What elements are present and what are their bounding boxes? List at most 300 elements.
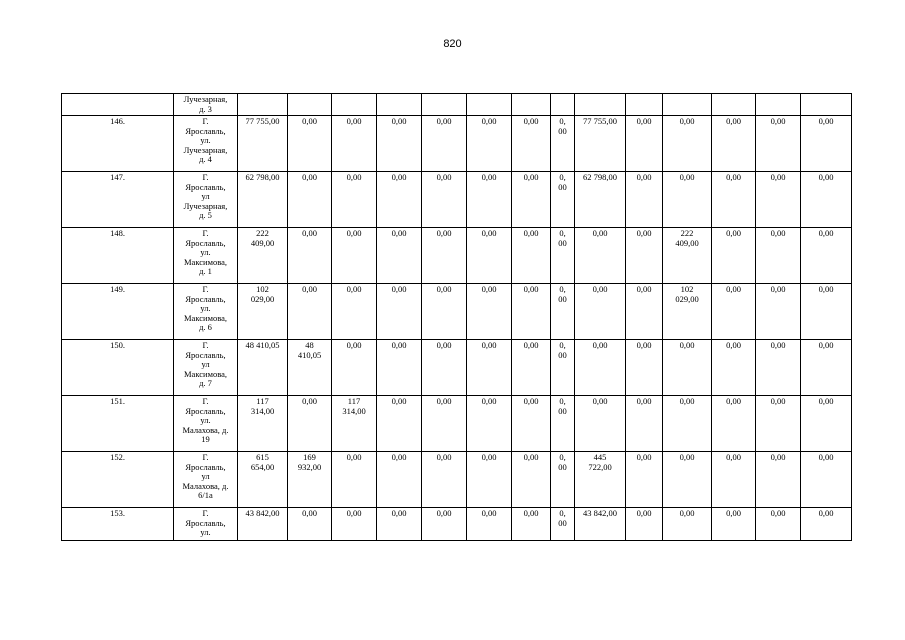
- value-cell: [377, 340, 422, 396]
- value-cell: [512, 116, 551, 172]
- address-cell-line: Г.: [202, 228, 209, 238]
- value-cell-line: 0,00: [436, 228, 452, 238]
- value-cell-line: 00: [558, 293, 567, 304]
- value-cell-line: 0,00: [592, 228, 608, 238]
- value-cell: [663, 396, 712, 452]
- address-cell-line: ул: [201, 191, 210, 201]
- value-cell-line: 932,00: [297, 461, 322, 472]
- value-cell: [422, 396, 467, 452]
- value-cell-line: 0,00: [391, 340, 407, 350]
- value-cell: [467, 396, 512, 452]
- value-cell: [422, 94, 467, 116]
- value-cell-line: 62 798,00: [583, 172, 617, 182]
- value-cell: [575, 396, 626, 452]
- value-cell-line: 0,00: [726, 508, 741, 518]
- value-cell: [422, 172, 467, 228]
- value-cell-line: 222: [256, 228, 269, 238]
- value-cell-line: 0,00: [481, 396, 497, 406]
- value-cell: [712, 340, 756, 396]
- value-cell: [756, 172, 801, 228]
- value-cell: [238, 340, 288, 396]
- value-cell: [377, 284, 422, 340]
- value-cell-line: 0,00: [770, 228, 786, 238]
- value-cell-line: 0,00: [818, 172, 834, 182]
- value-cell: [626, 452, 663, 508]
- value-cell-line: 0,00: [818, 228, 834, 238]
- value-cell-line: 48: [305, 340, 314, 350]
- value-cell: [332, 228, 377, 284]
- table-row: [62, 396, 852, 452]
- value-cell-line: 43 842,00: [245, 508, 280, 518]
- value-cell: [467, 94, 512, 116]
- value-cell: [756, 508, 801, 541]
- value-cell-line: 0,00: [523, 116, 539, 126]
- value-cell-line: 0,00: [636, 340, 652, 350]
- value-cell: [288, 94, 332, 116]
- address-cell-line: д. 7: [199, 378, 212, 388]
- value-cell: [288, 396, 332, 452]
- value-cell-line: 0,00: [481, 508, 497, 518]
- value-cell-line: 0,00: [770, 396, 786, 406]
- value-cell-line: 0,00: [436, 452, 452, 462]
- row-number-cell-line: 150.: [110, 340, 125, 350]
- address-cell-line: Малахова, д.: [182, 424, 229, 435]
- value-cell-line: 0,: [559, 452, 566, 462]
- value-cell-line: 0,00: [302, 228, 317, 238]
- value-cell-line: 62 798,00: [245, 172, 280, 182]
- value-cell: [626, 94, 663, 116]
- address-cell-line: ул: [201, 471, 210, 481]
- value-cell-line: 0,: [559, 396, 566, 406]
- row-number-cell: [62, 284, 174, 340]
- row-number-cell: [62, 228, 174, 284]
- address-cell-line: д. 4: [199, 154, 212, 164]
- value-cell: [626, 396, 663, 452]
- value-cell-line: 0,00: [523, 452, 539, 462]
- value-cell: [626, 340, 663, 396]
- value-cell: [422, 452, 467, 508]
- value-cell: [238, 172, 288, 228]
- value-cell-line: 615: [256, 452, 269, 462]
- value-cell: [712, 172, 756, 228]
- value-cell-line: 0,00: [346, 284, 362, 294]
- value-cell-line: 0,00: [391, 116, 407, 126]
- value-cell: [712, 94, 756, 116]
- value-cell-line: 0,00: [592, 340, 608, 350]
- value-cell-line: 0,00: [679, 172, 695, 182]
- value-cell: [551, 508, 575, 541]
- value-cell: [422, 340, 467, 396]
- value-cell: [575, 172, 626, 228]
- value-cell: [238, 452, 288, 508]
- value-cell-line: 0,00: [436, 508, 452, 518]
- value-cell-line: 314,00: [250, 405, 275, 416]
- value-cell: [801, 172, 852, 228]
- value-cell: [801, 228, 852, 284]
- address-cell-line: Ярославль,: [185, 237, 226, 248]
- value-cell: [288, 172, 332, 228]
- value-cell-line: 222: [680, 228, 694, 238]
- value-cell-line: 0,: [559, 172, 566, 182]
- address-cell: [174, 340, 238, 396]
- value-cell: [663, 228, 712, 284]
- table-row: [62, 172, 852, 228]
- value-cell-line: 117: [347, 396, 361, 406]
- value-cell-line: 0,00: [770, 452, 786, 462]
- value-cell: [551, 284, 575, 340]
- row-number-cell: [62, 94, 174, 116]
- row-number-cell-line: 146.: [110, 116, 125, 126]
- value-cell: [332, 396, 377, 452]
- value-cell-line: 0,00: [346, 508, 362, 518]
- value-cell-line: 0,00: [523, 340, 539, 350]
- table-row: [62, 452, 852, 508]
- address-cell-line: ул.: [200, 303, 211, 313]
- value-cell: [551, 452, 575, 508]
- address-cell-line: Г.: [202, 452, 209, 462]
- value-cell: [467, 284, 512, 340]
- value-cell-line: 0,00: [391, 284, 407, 294]
- value-cell-line: 0,00: [481, 116, 497, 126]
- value-cell: [377, 508, 422, 541]
- value-cell-line: 0,00: [636, 116, 652, 126]
- table-row: [62, 94, 852, 116]
- address-cell-line: д. 6: [199, 322, 212, 332]
- address-cell-line: д. 1: [199, 266, 212, 276]
- value-cell-line: 0,00: [523, 172, 539, 182]
- address-cell: [174, 94, 238, 116]
- value-cell: [801, 340, 852, 396]
- value-cell: [551, 396, 575, 452]
- value-cell-line: 0,00: [523, 284, 539, 294]
- value-cell-line: 0,00: [818, 396, 834, 406]
- value-cell-line: 0,00: [302, 284, 317, 294]
- value-cell: [288, 284, 332, 340]
- address-cell-line: ул: [201, 359, 210, 369]
- value-cell-line: 0,00: [636, 284, 652, 294]
- value-cell: [288, 228, 332, 284]
- table-row: [62, 508, 852, 541]
- value-cell-line: 0,00: [436, 284, 452, 294]
- table-row: [62, 340, 852, 396]
- address-cell-line: Ярославль,: [185, 349, 226, 360]
- value-cell-line: 0,00: [636, 508, 652, 518]
- value-cell: [575, 116, 626, 172]
- address-cell-line: Ярославль,: [185, 293, 226, 304]
- value-cell-line: 00: [558, 349, 567, 360]
- value-cell: [712, 116, 756, 172]
- value-cell-line: 0,00: [346, 228, 362, 238]
- row-number-cell-line: 147.: [110, 172, 125, 182]
- address-cell-line: Г.: [202, 172, 209, 182]
- value-cell: [551, 172, 575, 228]
- value-cell: [377, 452, 422, 508]
- value-cell: [756, 94, 801, 116]
- value-cell-line: 0,00: [679, 340, 695, 350]
- value-cell-line: 0,00: [523, 228, 539, 238]
- value-cell-line: 0,00: [436, 340, 452, 350]
- address-cell-line: ул.: [200, 247, 211, 257]
- address-cell: [174, 452, 238, 508]
- address-cell-line: Лучезарная,: [183, 144, 228, 155]
- value-cell: [467, 452, 512, 508]
- value-cell-line: 0,00: [302, 396, 317, 406]
- value-cell: [626, 284, 663, 340]
- value-cell-line: 0,00: [636, 452, 652, 462]
- value-cell-line: 77 755,00: [583, 116, 617, 126]
- value-cell-line: 00: [558, 461, 567, 472]
- value-cell: [756, 452, 801, 508]
- value-cell: [712, 452, 756, 508]
- value-cell-line: 0,00: [481, 228, 497, 238]
- value-cell-line: 0,00: [818, 508, 834, 518]
- table-row: [62, 284, 852, 340]
- value-cell-line: 0,00: [679, 396, 695, 406]
- address-cell-line: Ярославль,: [185, 461, 226, 472]
- value-cell: [551, 116, 575, 172]
- address-cell-line: Ярославль,: [185, 517, 226, 528]
- value-cell: [801, 284, 852, 340]
- value-cell: [801, 116, 852, 172]
- value-cell: [575, 508, 626, 541]
- value-cell: [551, 340, 575, 396]
- address-cell-line: ул.: [200, 415, 211, 425]
- data-table: [61, 93, 852, 541]
- value-cell-line: 722,00: [588, 461, 612, 472]
- value-cell-line: 0,00: [726, 172, 741, 182]
- address-cell: [174, 284, 238, 340]
- address-cell-line: Ярославль,: [185, 125, 226, 136]
- table-row: [62, 116, 852, 172]
- address-cell-line: Ярославль,: [185, 405, 226, 416]
- table-row: [62, 228, 852, 284]
- value-cell: [377, 396, 422, 452]
- value-cell: [575, 452, 626, 508]
- value-cell-line: 48 410,05: [245, 340, 280, 350]
- value-cell: [551, 228, 575, 284]
- value-cell-line: 029,00: [250, 293, 275, 304]
- value-cell: [756, 396, 801, 452]
- value-cell: [512, 396, 551, 452]
- value-cell-line: 0,00: [391, 172, 407, 182]
- value-cell: [422, 116, 467, 172]
- value-cell-line: 0,00: [481, 340, 497, 350]
- value-cell-line: 0,00: [679, 452, 695, 462]
- address-cell: [174, 508, 238, 541]
- address-cell-line: Г.: [202, 116, 209, 126]
- value-cell: [663, 284, 712, 340]
- value-cell-line: 102: [680, 284, 694, 294]
- value-cell: [332, 284, 377, 340]
- address-cell: [174, 116, 238, 172]
- value-cell-line: 0,00: [302, 172, 317, 182]
- value-cell: [712, 396, 756, 452]
- value-cell: [756, 228, 801, 284]
- value-cell: [512, 340, 551, 396]
- value-cell: [288, 116, 332, 172]
- value-cell-line: 169: [303, 452, 316, 462]
- value-cell: [332, 508, 377, 541]
- value-cell: [467, 116, 512, 172]
- value-cell: [626, 116, 663, 172]
- value-cell-line: 0,: [559, 284, 566, 294]
- address-cell-line: Максимова,: [184, 312, 227, 323]
- value-cell-line: 0,00: [818, 116, 834, 126]
- row-number-cell: [62, 508, 174, 541]
- value-cell: [801, 396, 852, 452]
- value-cell: [756, 116, 801, 172]
- value-cell: [801, 508, 852, 541]
- value-cell-line: 0,: [559, 116, 566, 126]
- value-cell-line: 0,00: [679, 508, 695, 518]
- address-cell-line: Малахова, д.: [182, 480, 229, 491]
- value-cell: [467, 340, 512, 396]
- value-cell: [512, 508, 551, 541]
- value-cell-line: 0,00: [436, 172, 452, 182]
- value-cell: [626, 172, 663, 228]
- value-cell-line: 0,00: [481, 452, 497, 462]
- value-cell-line: 117: [256, 396, 269, 406]
- value-cell-line: 445: [593, 452, 607, 462]
- value-cell: [756, 340, 801, 396]
- value-cell-line: 0,00: [726, 228, 741, 238]
- address-cell-line: Максимова,: [184, 256, 227, 267]
- value-cell-line: 0,00: [636, 228, 652, 238]
- value-cell-line: 654,00: [250, 461, 275, 472]
- value-cell-line: 0,00: [346, 452, 362, 462]
- value-cell-line: 0,00: [636, 172, 652, 182]
- value-cell-line: 0,00: [770, 508, 786, 518]
- value-cell-line: 409,00: [250, 237, 275, 248]
- value-cell: [422, 228, 467, 284]
- value-cell: [332, 172, 377, 228]
- value-cell-line: 0,00: [391, 508, 407, 518]
- value-cell: [712, 508, 756, 541]
- address-cell-line: 6/1а: [198, 490, 213, 500]
- value-cell-line: 0,00: [770, 172, 786, 182]
- value-cell-line: 0,00: [436, 116, 452, 126]
- value-cell: [551, 94, 575, 116]
- address-cell-line: Г.: [202, 340, 209, 350]
- value-cell: [575, 94, 626, 116]
- value-cell-line: 0,00: [818, 284, 834, 294]
- value-cell: [377, 228, 422, 284]
- row-number-cell: [62, 172, 174, 228]
- address-cell: [174, 396, 238, 452]
- value-cell-line: 0,00: [818, 452, 834, 462]
- value-cell: [238, 508, 288, 541]
- value-cell-line: 0,00: [346, 116, 362, 126]
- value-cell-line: 0,: [559, 340, 566, 350]
- value-cell-line: 102: [256, 284, 269, 294]
- value-cell-line: 0,: [559, 508, 566, 518]
- address-cell-line: ул.: [200, 527, 211, 537]
- value-cell: [512, 94, 551, 116]
- value-cell: [512, 452, 551, 508]
- value-cell: [332, 452, 377, 508]
- value-cell: [663, 340, 712, 396]
- value-cell-line: 0,00: [523, 396, 539, 406]
- value-cell: [663, 94, 712, 116]
- value-cell: [575, 340, 626, 396]
- value-cell-line: 0,00: [770, 340, 786, 350]
- value-cell: [626, 508, 663, 541]
- value-cell: [801, 452, 852, 508]
- address-cell-line: Максимова,: [184, 368, 227, 379]
- value-cell-line: 409,00: [675, 237, 699, 248]
- value-cell-line: 0,00: [391, 396, 407, 406]
- row-number-cell-line: 152.: [110, 452, 125, 462]
- value-cell-line: 0,00: [481, 172, 497, 182]
- row-number-cell: [62, 116, 174, 172]
- value-cell-line: 00: [558, 405, 567, 416]
- value-cell: [332, 116, 377, 172]
- address-cell-line: 19: [201, 434, 210, 444]
- value-cell-line: 0,00: [346, 172, 362, 182]
- value-cell-line: 0,00: [481, 284, 497, 294]
- value-cell: [377, 172, 422, 228]
- value-cell: [575, 284, 626, 340]
- row-number-cell: [62, 340, 174, 396]
- value-cell-line: 00: [558, 237, 567, 248]
- address-cell-line: Г.: [202, 284, 209, 294]
- value-cell: [663, 508, 712, 541]
- value-cell-line: 0,00: [679, 116, 695, 126]
- value-cell: [332, 94, 377, 116]
- value-cell-line: 0,00: [302, 116, 317, 126]
- value-cell-line: 0,00: [346, 340, 362, 350]
- value-cell-line: 410,05: [297, 349, 322, 360]
- value-cell-line: 0,00: [302, 508, 317, 518]
- row-number-cell-line: 148.: [110, 228, 125, 238]
- value-cell: [332, 340, 377, 396]
- value-cell: [756, 284, 801, 340]
- value-cell-line: 0,00: [726, 340, 741, 350]
- value-cell-line: 0,: [559, 228, 566, 238]
- value-cell-line: 00: [558, 181, 567, 192]
- address-cell-line: Г.: [202, 508, 209, 518]
- value-cell-line: 0,00: [391, 228, 407, 238]
- address-cell: [174, 172, 238, 228]
- value-cell-line: 00: [558, 125, 567, 136]
- row-number-cell-line: 149.: [110, 284, 125, 294]
- value-cell-line: 314,00: [342, 405, 366, 416]
- address-cell-line: д. 5: [199, 210, 212, 220]
- value-cell: [288, 340, 332, 396]
- value-cell: [712, 228, 756, 284]
- value-cell-line: 0,00: [726, 116, 741, 126]
- address-cell-line: Ярославль,: [185, 181, 226, 192]
- value-cell-line: 0,00: [726, 452, 741, 462]
- address-cell-line: Лучезарная,: [183, 94, 228, 104]
- value-cell-line: 0,00: [391, 452, 407, 462]
- value-cell-line: 0,00: [523, 508, 539, 518]
- address-cell-line: Лучезарная,: [183, 200, 228, 211]
- value-cell: [238, 94, 288, 116]
- address-cell: [174, 228, 238, 284]
- page-number: 820: [443, 38, 462, 50]
- value-cell: [663, 172, 712, 228]
- value-cell: [377, 116, 422, 172]
- row-number-cell: [62, 452, 174, 508]
- value-cell-line: 0,00: [592, 284, 608, 294]
- value-cell: [422, 284, 467, 340]
- value-cell: [663, 116, 712, 172]
- value-cell-line: 0,00: [726, 284, 741, 294]
- value-cell: [238, 116, 288, 172]
- value-cell-line: 0,00: [726, 396, 741, 406]
- address-cell-line: д. 3: [199, 103, 212, 114]
